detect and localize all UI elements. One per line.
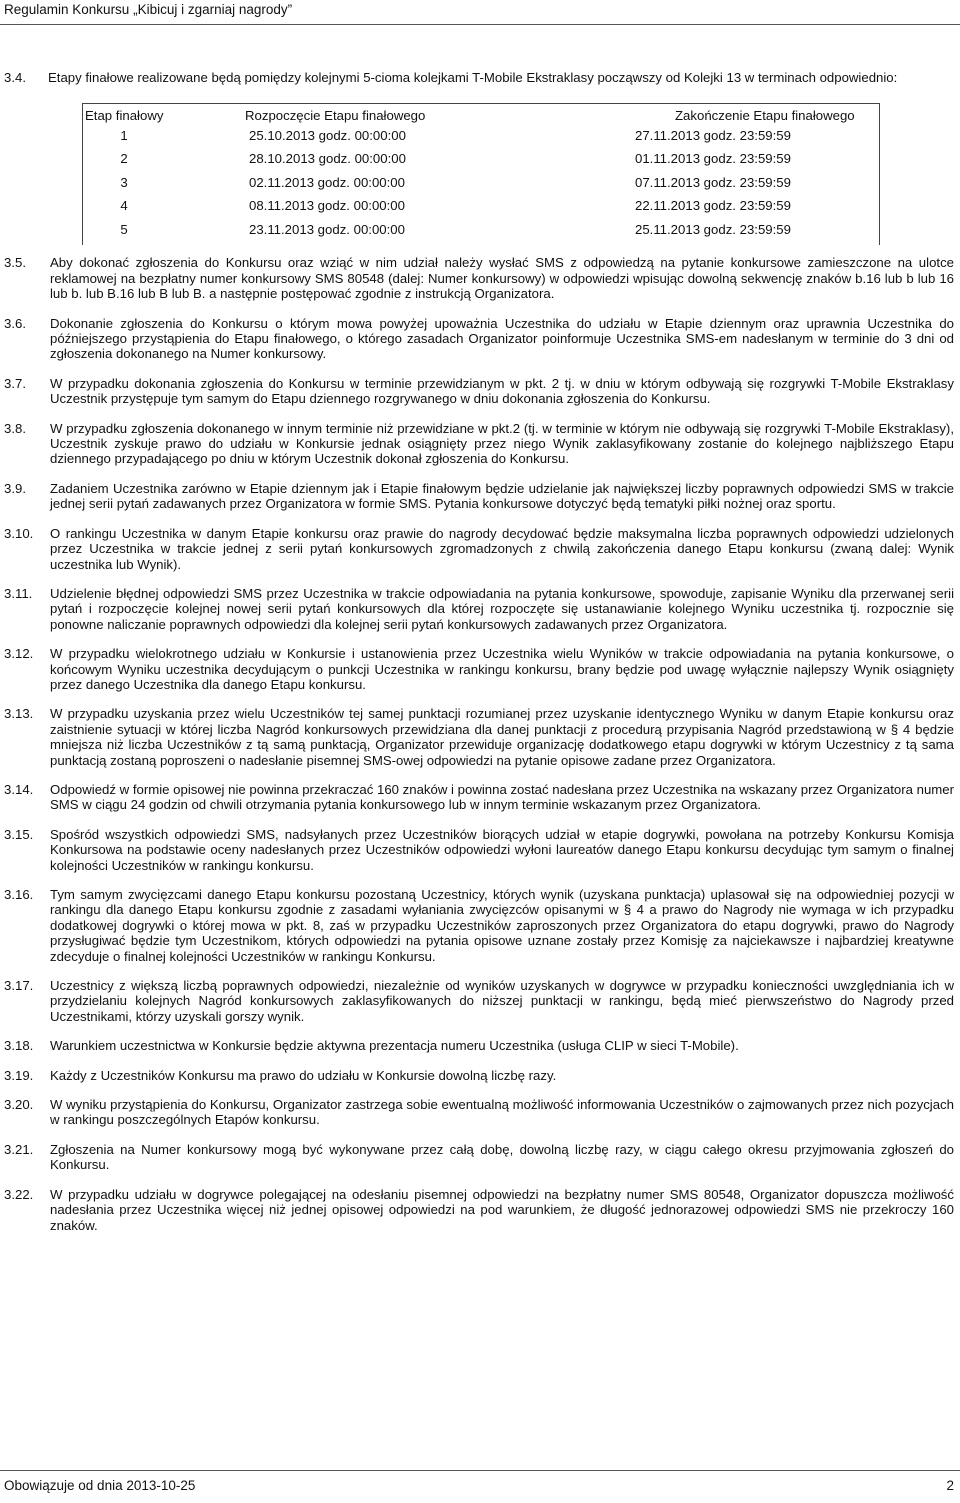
section-text: W przypadku dokonania zgłoszenia do Konkursu w terminie przewidzianym w pkt. 2 tj. w dniu w którym odbywają się rozgrywki T-Mobile Ekstraklasy Uczestnik przystępuje tym samym do Etapu dziennego rozgrywanego w dniu dokonania zgłoszenia do Konkursu.	[50, 375, 954, 407]
sections-list	[4, 255, 954, 1233]
table-row	[83, 194, 879, 218]
section-3-19	[4, 1068, 954, 1083]
section-3-18	[4, 1038, 954, 1053]
section-3-21	[4, 1142, 954, 1173]
section-number: 3.17.	[4, 978, 34, 994]
section-number: 3.10.	[4, 525, 34, 541]
stage-number: 5	[120, 221, 128, 237]
stage-end: 01.11.2013 godz. 23:59:59	[635, 151, 791, 167]
section-number: 3.14.	[4, 781, 34, 797]
table-header-row	[83, 104, 879, 124]
section-3-10	[4, 526, 954, 572]
section-3-14	[4, 782, 954, 813]
section-number: 3.19.	[4, 1067, 34, 1083]
final-stages-table	[82, 103, 880, 245]
section-3-12	[4, 646, 954, 692]
stage-start: 28.10.2013 godz. 00:00:00	[249, 151, 406, 167]
column-header-stage: Etap finałowy	[85, 108, 164, 124]
section-3-9	[4, 481, 954, 512]
section-text: Spośród wszystkich odpowiedzi SMS, nadsyłanych przez Uczestników biorących udział w etapie dogrywki, powołana na potrzeby Konkursu Komisja Konkursowa na podstawie oceny nadesłanych przez Uczestników odpowiedzi wyłoni laureatów danego Etapu konkursu decydując tym samym o finalnej kolejności Uczestników w rankingu konkursu.	[50, 826, 954, 873]
section-number: 3.4.	[4, 70, 26, 85]
section-3-8	[4, 421, 954, 467]
section-3-20	[4, 1097, 954, 1128]
section-text: Zadaniem Uczestnika zarówno w Etapie dziennym jak i Etapie finałowym będzie udzielanie jak największej liczby poprawnych odpowiedzi SMS w trakcie jednej serii pytań zadawanych przez Organizatora w formie SMS. Pytania konkursowe dotyczyć będą tematyki piłki nożnej oraz sportu.	[50, 480, 954, 512]
section-text: Uczestnicy z większą liczbą poprawnych odpowiedzi, niezależnie od wyników uzyskanych w dogrywce w przypadku konieczności uwzględniania ich w przydzielaniu kolejnych Nagród konkursowych zaklasyfikowanych do niższej punktacji w rankingu, będą mieć pierwszeństwo do Nagrody przed Uczestnikami, którzy uzyskali gorszy wynik.	[50, 978, 954, 1024]
section-text: Etapy finałowe realizowane będą pomiędzy kolejnymi 5-cioma kolejkami T-Mobile Ekstraklasy począwszy od Kolejki 13 w terminach odpowiednio:	[48, 70, 898, 85]
column-header-end: Zakończenie Etapu finałowego	[675, 108, 855, 124]
stage-end: 27.11.2013 godz. 23:59:59	[635, 127, 791, 143]
section-number: 3.6.	[4, 315, 26, 331]
section-number: 3.8.	[4, 420, 26, 436]
section-text: O rankingu Uczestnika w danym Etapie konkursu oraz prawie do nagrody decydować będzie maksymalna liczba poprawnych odpowiedzi udzielonych przez Uczestnika w trakcie jednej z serii pytań konkursowych zgromadzonych z chwilą zakończenia danego Etapu konkursu (zwaną dalej: Wynik uczestnika lub Wynik).	[50, 525, 954, 572]
section-text: W wyniku przystąpienia do Konkursu, Organizator zastrzega sobie ewentualną możliwość informowania Uczestników o zajmowanych przez nich pozycjach w rankingu poszczególnych Etapów konkursu.	[50, 1097, 954, 1128]
section-number: 3.21.	[4, 1141, 34, 1157]
table-row	[83, 147, 879, 171]
stage-number: 1	[120, 127, 128, 143]
section-text: W przypadku zgłoszenia dokonanego w innym terminie niż przewidziane w pkt.2 (tj. w terminie w którym nie odbywają się rozgrywki T-Mobile Ekstraklasy), Uczestnik zyskuje prawo do udziału w Konkursie jednak osiągnięty przez niego Wynik zaklasyfikowany zostanie do kolejnego najbliższego Etapu dziennego przypadającego po dniu w którym Uczestnik dokonał zgłoszenia do Konkursu.	[50, 420, 954, 467]
section-number: 3.20.	[4, 1097, 34, 1113]
section-number: 3.16.	[4, 887, 34, 902]
section-3-6	[4, 316, 954, 362]
section-text: Zgłoszenia na Numer konkursowy mogą być wykonywane przez całą dobę, dowolną liczbę razy, w ciągu całego okresu przyjmowania zgłoszeń do Konkursu.	[50, 1141, 954, 1173]
section-text: Udzielenie błędnej odpowiedzi SMS przez Uczestnika w trakcie odpowiadania na pytania konkursowe, spowoduje, zapisanie Wyniku dla przerwanej serii pytań i rozpoczęcie kolejnej nowej serii pytań konkursowych dla której rozpoczęte się ustanawianie kolejnego Wyniku uczestnika tj. rozpocznie się ponowne naliczanie poprawnych odpowiedzi dla kolejnej serii pytań konkursowych zadawanych przez Organizatora.	[50, 585, 954, 632]
section-number: 3.5.	[4, 255, 26, 271]
stage-end: 22.11.2013 godz. 23:59:59	[635, 198, 791, 214]
table-row	[83, 124, 879, 148]
section-number: 3.9.	[4, 480, 26, 496]
section-text: W przypadku uzyskania przez wielu Uczestników tej samej punktacji rozumianej przez uzyskanie identycznego Wyniku w danym Etapie konkursu oraz zaistnienie sytuacji w której liczba Nagród konkursowych przewidziana dla danej punktacji z procedurą przypisania Nagród przedstawioną w § 4 będzie mniejsza niż liczba Uczestników z tą samą punktacją, Organizator przewiduje organizację dodatkowego etapu dogrywki w którym Uczestnicy z tą sama punktacją zostaną poproszeni o nadesłanie pisemnej SMS-owej odpowiedzi na pytanie opisowe zadane przez Organizatora.	[50, 706, 954, 768]
stage-start: 02.11.2013 godz. 00:00:00	[249, 174, 405, 190]
section-number: 3.12.	[4, 646, 34, 662]
section-3-22	[4, 1187, 954, 1233]
page-number: 2	[946, 1478, 954, 1493]
section-text: Odpowiedź w formie opisowej nie powinna przekraczać 160 znaków i powinna zostać nadesłana przez Uczestnika na wskazany przez Organizatora numer SMS w ciągu 24 godzin od chwili otrzymania pytania konkursowego lub w innym terminie wskazanym przez Organizatora.	[50, 781, 954, 813]
stage-start: 08.11.2013 godz. 00:00:00	[249, 198, 405, 214]
section-text: Dokonanie zgłoszenia do Konkursu o którym mowa powyżej upoważnia Uczestnika do udziału w Etapie dziennym oraz uprawnia Uczestnika do późniejszego przystąpienia do Etapu finałowego, o którego zasadach Organizator poinformuje Uczestnika SMS-em nadesłanym w terminie do 3 dni od zgłoszenia dokonanego na Numer konkursowy.	[50, 315, 954, 362]
section-3-5	[4, 255, 954, 301]
section-number: 3.11.	[4, 585, 33, 601]
section-number: 3.22.	[4, 1186, 34, 1202]
stage-start: 25.10.2013 godz. 00:00:00	[249, 127, 406, 143]
section-number: 3.7.	[4, 375, 26, 391]
stage-start: 23.11.2013 godz. 00:00:00	[249, 221, 405, 237]
document-header: Regulamin Konkursu „Kibicuj i zgarniaj nagrody”	[4, 2, 293, 17]
stage-number: 4	[120, 198, 128, 214]
table-row	[83, 171, 879, 195]
column-header-start: Rozpoczęcie Etapu finałowego	[245, 108, 426, 124]
section-3-11	[4, 586, 954, 632]
section-3-13	[4, 706, 954, 768]
section-number: 3.15.	[4, 826, 34, 842]
effective-date: Obowiązuje od dnia 2013-10-25	[4, 1478, 196, 1493]
section-text: Tym samym zwycięzcami danego Etapu konkursu pozostaną Uczestnicy, których wynik (uzyskana punktacja) uplasował się na odpowiedniej pozycji w rankingu dla danego Etapu konkursu zgodnie z zasadami wyłaniania zwycięzców opisanymi w § 4 a prawo do Nagrody nie wymaga w ich przypadku dodatkowej dogrywki o której mowa w pkt. 8, zaś w przypadku Uczestników zaproszonych przez Organizatora do etapu dogrywki, prawo do Nagrody przysługiwać będzie tym Uczestnikom, których odpowiedzi na pytania opisowe uznane zostały przez Komisję za najciekawsze i najbardziej kreatywne zdecyduje o finalnej kolejności Uczestników w rankingu Konkursu.	[50, 887, 954, 964]
table-row	[83, 218, 879, 242]
stage-number: 2	[120, 151, 128, 167]
document-body	[4, 70, 954, 1233]
section-text: Każdy z Uczestników Konkursu ma prawo do udziału w Konkursie dowolną liczbę razy.	[50, 1067, 557, 1083]
header-divider	[0, 24, 960, 25]
section-text: W przypadku wielokrotnego udziału w Konkursie i ustanowienia przez Uczestnika wielu Wyników w trakcie odpowiadania na pytania konkursowe, o końcowym Wyniku uczestnika decydującym o punkcji Uczestnika w rankingu konkursu, brany będzie pod uwagę wyłącznie najlepszy Wynik osiągnięty przez danego Uczestnika dla danego Etapu konkursu.	[50, 646, 954, 692]
section-text: Aby dokonać zgłoszenia do Konkursu oraz wziąć w nim udział należy wysłać SMS z odpowiedzą na pytanie konkursowe zamieszczone na ulotce reklamowej na bezpłatny numer konkursowy SMS 80548 (dalej: Numer konkursowy) w odpowiedzi wpisując dowolną sekwencję znaków b.16 lub b lub 16 lub b. lub B.16 lub B lub B. a następnie postępować zgodnie z instrukcją Organizatora.	[50, 255, 954, 302]
section-3-4	[4, 70, 954, 85]
section-number: 3.18.	[4, 1038, 34, 1054]
footer-divider	[0, 1470, 960, 1471]
stage-end: 25.11.2013 godz. 23:59:59	[635, 221, 791, 237]
stage-end: 07.11.2013 godz. 23:59:59	[635, 174, 791, 190]
section-number: 3.13.	[4, 706, 34, 722]
section-3-16	[4, 887, 954, 964]
section-3-17	[4, 978, 954, 1024]
section-text: W przypadku udziału w dogrywce polegającej na odesłaniu pisemnej odpowiedzi na bezpłatny numer SMS 80548, Organizator dopuszcza możliwość nadesłania przez Uczestnika więcej niż jednej opisowej odpowiedzi na pod warunkiem, że długość jednorazowej odpowiedzi SMS nie przekroczy 160 znaków.	[50, 1186, 954, 1233]
section-3-7	[4, 376, 954, 407]
stage-number: 3	[120, 174, 128, 190]
section-text: Warunkiem uczestnictwa w Konkursie będzie aktywna prezentacja numeru Uczestnika (usługa CLIP w sieci T-Mobile).	[50, 1038, 739, 1054]
section-3-15	[4, 827, 954, 873]
